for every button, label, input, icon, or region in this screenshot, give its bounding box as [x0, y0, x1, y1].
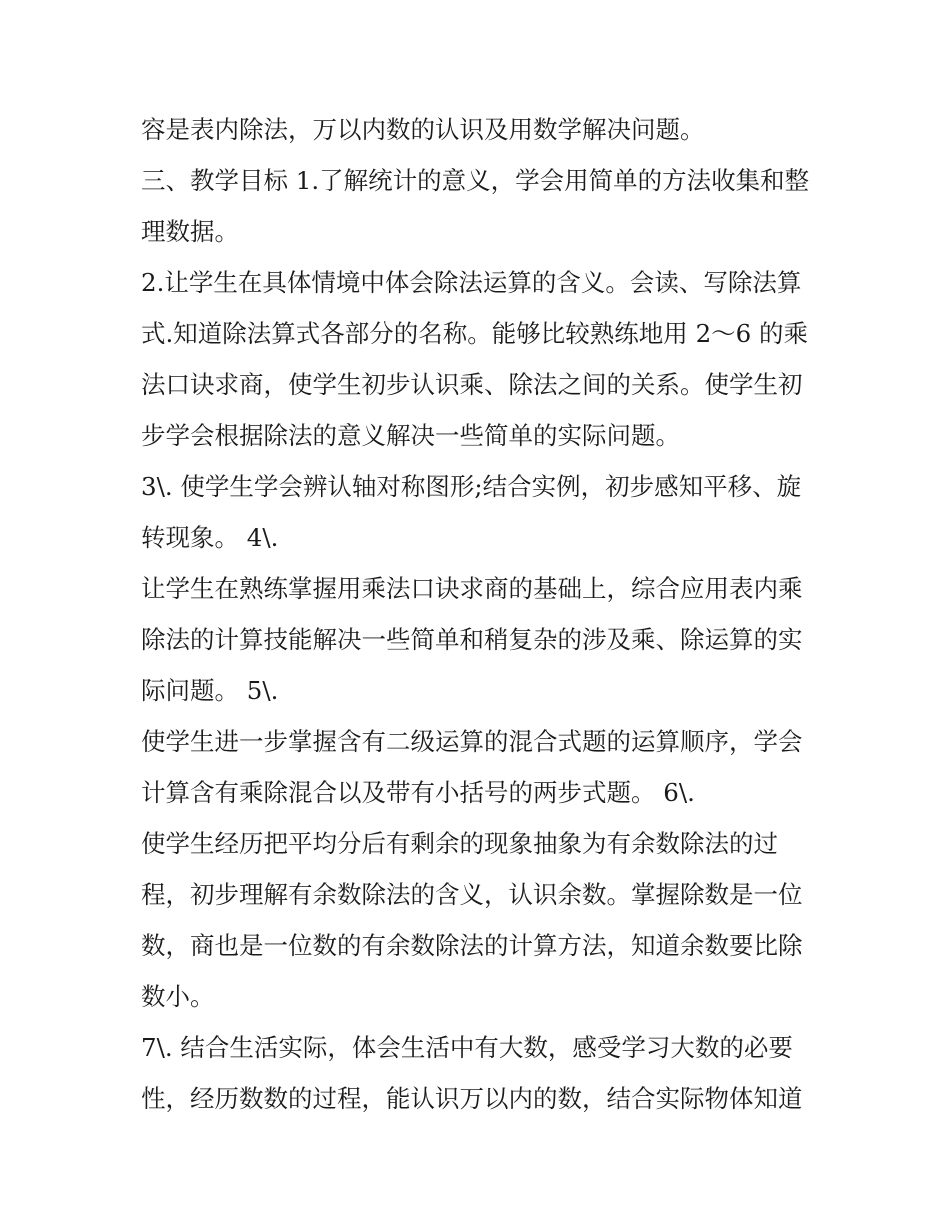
- text-line-17: 数，商也是一位数的有余数除法的计算方法，知道余数要比除: [141, 931, 803, 960]
- text-line-3: 理数据。: [141, 217, 239, 246]
- text-line-8: 3\. 使学生学会辨认轴对称图形;结合实例，初步感知平移、旋: [141, 472, 802, 501]
- text-line-1: 容是表内除法，万以内数的认识及用数学解决问题。: [141, 115, 705, 144]
- text-line-15: 使学生经历把平均分后有剩余的现象抽象为有余数除法的过: [141, 829, 778, 858]
- text-line-10: 让学生在熟练掌握用乘法口诀求商的基础上，综合应用表内乘: [141, 574, 803, 603]
- text-line-6: 法口诀求商，使学生初步认识乘、除法之间的关系。使学生初: [141, 370, 803, 399]
- text-line-5: 式.知道除法算式各部分的名称。能够比较熟练地用 2～6 的乘: [141, 319, 809, 348]
- text-line-2: 三、教学目标 1.了解统计的意义，学会用简单的方法收集和整: [141, 166, 810, 195]
- text-line-16: 程，初步理解有余数除法的含义，认识余数。掌握除数是一位: [141, 880, 803, 909]
- text-line-7: 步学会根据除法的意义解决一些简单的实际问题。: [141, 421, 680, 450]
- text-line-11: 除法的计算技能解决一些简单和稍复杂的涉及乘、除运算的实: [141, 625, 803, 654]
- text-line-18: 数小。: [141, 982, 215, 1011]
- text-line-20: 性，经历数数的过程，能认识万以内的数，结合实际物体知道: [141, 1084, 803, 1113]
- text-line-19: 7\. 结合生活实际，体会生活中有大数，感受学习大数的必要: [141, 1033, 793, 1062]
- text-line-14: 计算含有乘除混合以及带有小括号的两步式题。 6\.: [141, 778, 695, 807]
- text-line-13: 使学生进一步掌握含有二级运算的混合式题的运算顺序，学会: [141, 727, 803, 756]
- text-line-4: 2.让学生在具体情境中体会除法运算的含义。会读、写除法算: [141, 268, 802, 297]
- text-line-9: 转现象。 4\.: [141, 523, 279, 552]
- text-line-12: 际问题。 5\.: [141, 676, 279, 705]
